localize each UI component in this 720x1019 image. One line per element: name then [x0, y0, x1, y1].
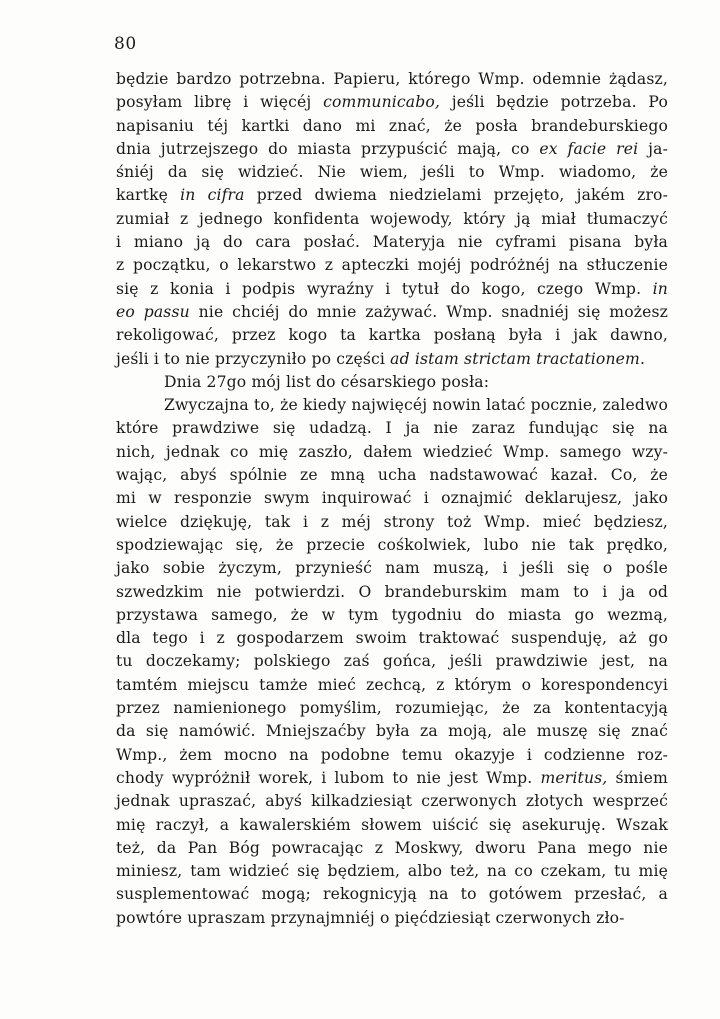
text-line: [116, 557, 668, 580]
text-segment: powtóre upraszam przynajmniéj o pięćdziesiąt czerwonych zło-: [116, 908, 625, 927]
text-segment: szwedzkim nie potwierdzi. O brandeburskim mam to i ja od: [116, 582, 668, 601]
text-line: [116, 487, 668, 510]
text-segment: które prawdziwe się udadzą. I ja nie zaraz fundując się na: [116, 419, 668, 438]
text-line: [116, 394, 668, 417]
text-segment: śmiem: [607, 768, 668, 787]
text-line: [116, 278, 668, 301]
text-line: [116, 837, 668, 860]
text-segment: Zwyczajna to, że kiedy najwięcéj nowin latać pocznie, zaledwo: [164, 396, 668, 415]
paragraph: [116, 394, 668, 930]
text-line: [116, 324, 668, 347]
text-line: [116, 371, 668, 394]
text-line: [116, 511, 668, 534]
text-segment: tu doczekamy; polskiego zaś gońca, jeśli prawdziwie jest, na: [116, 652, 668, 671]
text-segment: dnia jutrzejszego do miasta przypuścić mają, co: [116, 139, 540, 158]
text-segment: wielce dziękuję, tak i z méj strony toż Wmp. mieć będziesz,: [116, 512, 668, 531]
text-line: [116, 161, 668, 184]
text-segment: tamtém miejscu tamże mieć zechcą, z którym o korespondencyi: [116, 675, 668, 694]
text-line: [116, 767, 668, 790]
text-line: [116, 883, 668, 906]
text-segment: jeśli i to nie przyczyniło po części: [116, 349, 391, 368]
text-segment: przed dwiema niedzielami przejęto, jakém zro-: [244, 186, 669, 205]
text-line: [116, 697, 668, 720]
text-segment: dla tego i z gospodarzem swoim traktować suspenduję, aż go: [116, 629, 668, 648]
text-line: [116, 720, 668, 743]
text-segment: przystawa samego, że w tym tygodniu do miasta go wezmą,: [116, 605, 668, 624]
text-segment: też, da Pan Bóg powracając z Moskwy, dworu Pana mego nie: [116, 838, 668, 857]
text-segment: kartkę: [116, 186, 181, 205]
text-segment: będzie bardzo potrzebna. Papieru, którego Wmp. odemnie żądasz,: [116, 70, 668, 88]
text-line: [116, 907, 668, 930]
text-segment: wając, abyś spólnie ze mną ucha nadstawować kazał. Co, że: [116, 466, 668, 485]
text-segment: z początku, o lekarstwo z apteczki mojéj podróżnéj na stłuczenie: [116, 256, 668, 275]
text-line: [116, 441, 668, 464]
text-line: [116, 627, 668, 650]
body-text: [116, 68, 668, 930]
text-segment: jeśli będzie potrzeba. Po: [440, 93, 668, 112]
text-segment: ja-: [638, 139, 668, 158]
italic-phrase: communicabo,: [323, 93, 441, 112]
text-line: [116, 790, 668, 813]
text-line: [116, 348, 668, 371]
italic-phrase: eo passu: [116, 302, 190, 321]
text-line: [116, 68, 668, 91]
text-segment: miniesz, tam widzieć się będziem, albo też, na co czekam, tu mię: [116, 862, 668, 881]
text-segment: się z konia i podpis wyraźny i tytuł do kogo, czego Wmp.: [116, 279, 653, 298]
text-segment: zumiał z jednego konfidenta wojewody, który ją miał tłumaczyć: [116, 209, 668, 228]
text-line: [116, 464, 668, 487]
text-segment: przez namienionego pomyślim, rozumiejąc, że za kontentacyją: [116, 699, 668, 718]
text-segment: spodziewając się, że przecie cośkolwiek, lubo nie tak prędko,: [116, 535, 668, 554]
text-line: [116, 115, 668, 138]
text-line: [116, 184, 668, 207]
paragraph: [116, 371, 668, 394]
text-line: [116, 417, 668, 440]
text-line: [116, 581, 668, 604]
text-segment: chody wypróżnił worek, i lubom to nie jest Wmp.: [116, 768, 541, 787]
text-line: [116, 254, 668, 277]
text-line: [116, 138, 668, 161]
text-segment: Wmp., żem mocno na podobne temu okazyje i codzienne roz-: [116, 745, 668, 764]
text-line: [116, 231, 668, 254]
italic-phrase: ex facie rei: [539, 139, 639, 158]
text-line: [116, 301, 668, 324]
text-segment: Dnia 27go mój list do césarskiego posła:: [164, 372, 490, 391]
italic-phrase: in: [652, 279, 668, 298]
text-line: [116, 860, 668, 883]
text-segment: i miano ją do cara posłać. Materyja nie cyframi pisana była: [116, 233, 668, 252]
italic-phrase: ad istam strictam tractationem.: [390, 349, 646, 368]
italic-phrase: in cifra: [180, 186, 245, 205]
paragraph: [116, 68, 668, 371]
text-line: [116, 91, 668, 114]
text-segment: napisaniu téj kartki dano mi znać, że posła brandeburskiego: [116, 116, 668, 135]
text-segment: nie chciéj do mnie zażywać. Wmp. snadniéj się możesz: [189, 302, 668, 321]
text-line: [116, 650, 668, 673]
text-segment: mi w responzie swym inquirować i oznajmić deklarujesz, jako: [116, 489, 668, 508]
text-segment: posyłam librę i więcéj: [116, 93, 324, 112]
text-segment: śniéj da się widzieć. Nie wiem, jeśli to Wmp. wiadomo, że: [116, 163, 668, 182]
text-segment: mię raczył, a kawalerskiém słowem uiścić się asekuruję. Wszak: [116, 815, 668, 834]
text-line: [116, 814, 668, 837]
page-number: 80: [114, 34, 137, 54]
text-segment: jednak upraszać, abyś kilkadziesiąt czerwonych złotych wesprzeć: [116, 792, 668, 811]
text-segment: jako sobie życzym, przynieść nam muszą, i jeśli się o pośle: [116, 559, 668, 578]
italic-phrase: meritus,: [540, 768, 608, 787]
text-line: [116, 674, 668, 697]
text-segment: nich, jednak co mię zaszło, dałem wiedzieć Wmp. samego wzy-: [116, 442, 668, 461]
text-line: [116, 744, 668, 767]
text-segment: rekoligować, przez kogo ta kartka posłaną była i jak dawno,: [116, 326, 668, 345]
text-line: [116, 208, 668, 231]
text-segment: da się namówić. Mniejszaćby była za moją, ale muszę się znać: [116, 722, 668, 741]
text-segment: susplementować mogą; rekognicyją na to gotówem przesłać, a: [116, 885, 668, 904]
text-line: [116, 604, 668, 627]
text-line: [116, 534, 668, 557]
